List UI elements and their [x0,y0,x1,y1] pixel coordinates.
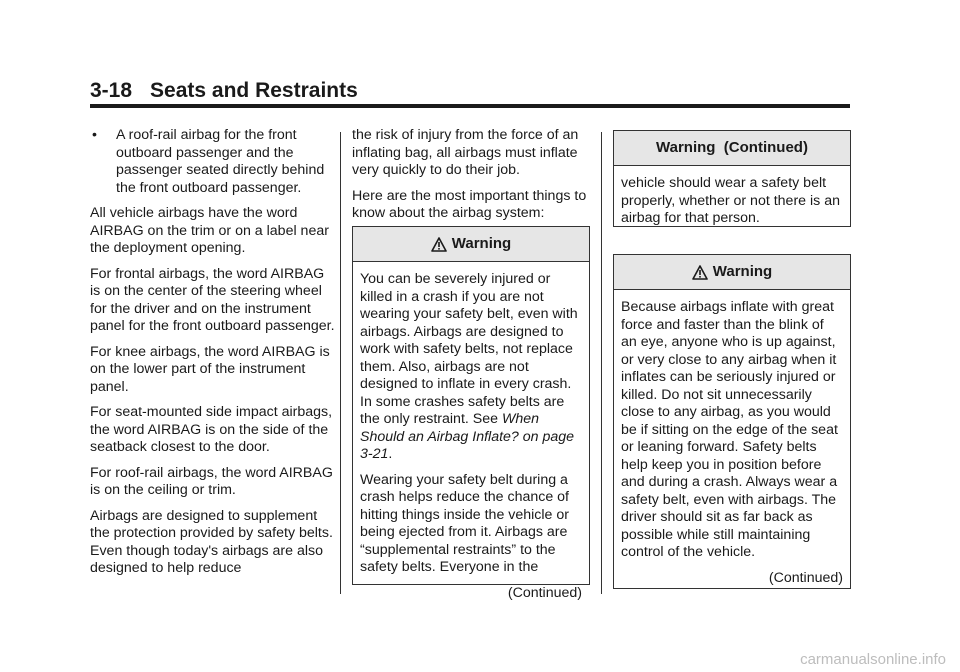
ref-period: . [388,446,393,462]
column-2 [352,127,590,231]
warning-paragraph: Because airbags inflate with great force and faster than the blink of an eye, anyone who is up against, or very close to any airbag when it inflates can be seriously injured or killed. Do not sit unnecessarily close to any airbag, as you would be if sitting on the edge of the seat or leaning forward. Safety belts help keep you in position before and during a crash. Always wear a safety belt, even with airbags. The driver should sit as far back as possible while still maintaining control of the vehicle. [621,299,838,560]
warning-body [353,262,589,614]
paragraph: For frontal airbags, the word AIRBAG is on the center of the steering wheel for the driver and on the instrument panel for the front outboard passenger. [90,265,335,334]
page-number: 3-18 [90,79,133,102]
warning-triangle-icon [692,265,708,280]
warning-continued-box [613,130,851,227]
warning-box [352,226,590,601]
bullet-text: A roof-rail airbag for the front outboard passenger and the passenger seated directly behind the front outboard passenger. [116,127,325,196]
paragraph: Airbags are designed to supplement the protection provided by safety belts. Even though today's airbags are also designed to help reduce [90,507,333,576]
header-rule [90,104,850,108]
warning-title: Warning (Continued) [656,139,808,157]
warning-header [614,255,850,290]
warning-header [614,131,850,166]
warning-box [613,254,851,589]
warning-triangle-icon [431,237,447,252]
paragraph: All vehicle airbags have the word AIRBAG on the trim or on a label near the deployment opening. [90,205,329,256]
watermark-logo: carmanualsonline.info [800,651,946,668]
continued-label: (Continued) [507,584,582,601]
paragraph: the risk of injury from the force of an inflating bag, all airbags must inflate very quickly to do their job. [352,127,579,178]
continued-label: (Continued) [768,569,843,586]
paragraph: For roof-rail airbags, the word AIRBAG is on the ceiling or trim. [90,464,333,498]
warning-body [614,166,850,240]
warning-body [614,290,850,599]
cross-reference: When Should an Airbag Inflate? on page 3-21 [360,411,575,462]
column-1 [90,127,336,586]
column-divider [340,132,341,594]
warning-paragraph: Wearing your safety belt during a crash helps reduce the chance of hitting things inside the vehicle or being ejected from it. Airbags are “supplemental restraints” to the safety belts. Everyone in the [360,471,570,575]
paragraph: Here are the most important things to know about the airbag system: [352,187,587,221]
paragraph: For seat-mounted side impact airbags, the word AIRBAG is on the side of the seatback closest to the door. [90,404,333,455]
section-title: Seats and Restraints [150,79,358,102]
column-divider [601,132,602,594]
paragraph: For knee airbags, the word AIRBAG is on the lower part of the instrument panel. [90,343,330,395]
page-header [90,78,358,104]
warning-title: Warning [712,263,773,281]
warning-title: Warning [451,235,512,253]
warning-paragraph: vehicle should wear a safety belt properly, whether or not there is an airbag for that person. [621,175,840,226]
bullet-icon: • [92,127,97,143]
warning-header [353,227,589,262]
warning-text: You can be severely injured or killed in a crash if you are not wearing your safety belt, even with airbags. Airbags are designed to work with safety belts, not replace them. Also, airbags are not designed to inflate in every crash. In some crashes safety belts are the only restraint. See [360,271,578,427]
warning-paragraph [360,271,582,464]
list-item [90,127,336,197]
